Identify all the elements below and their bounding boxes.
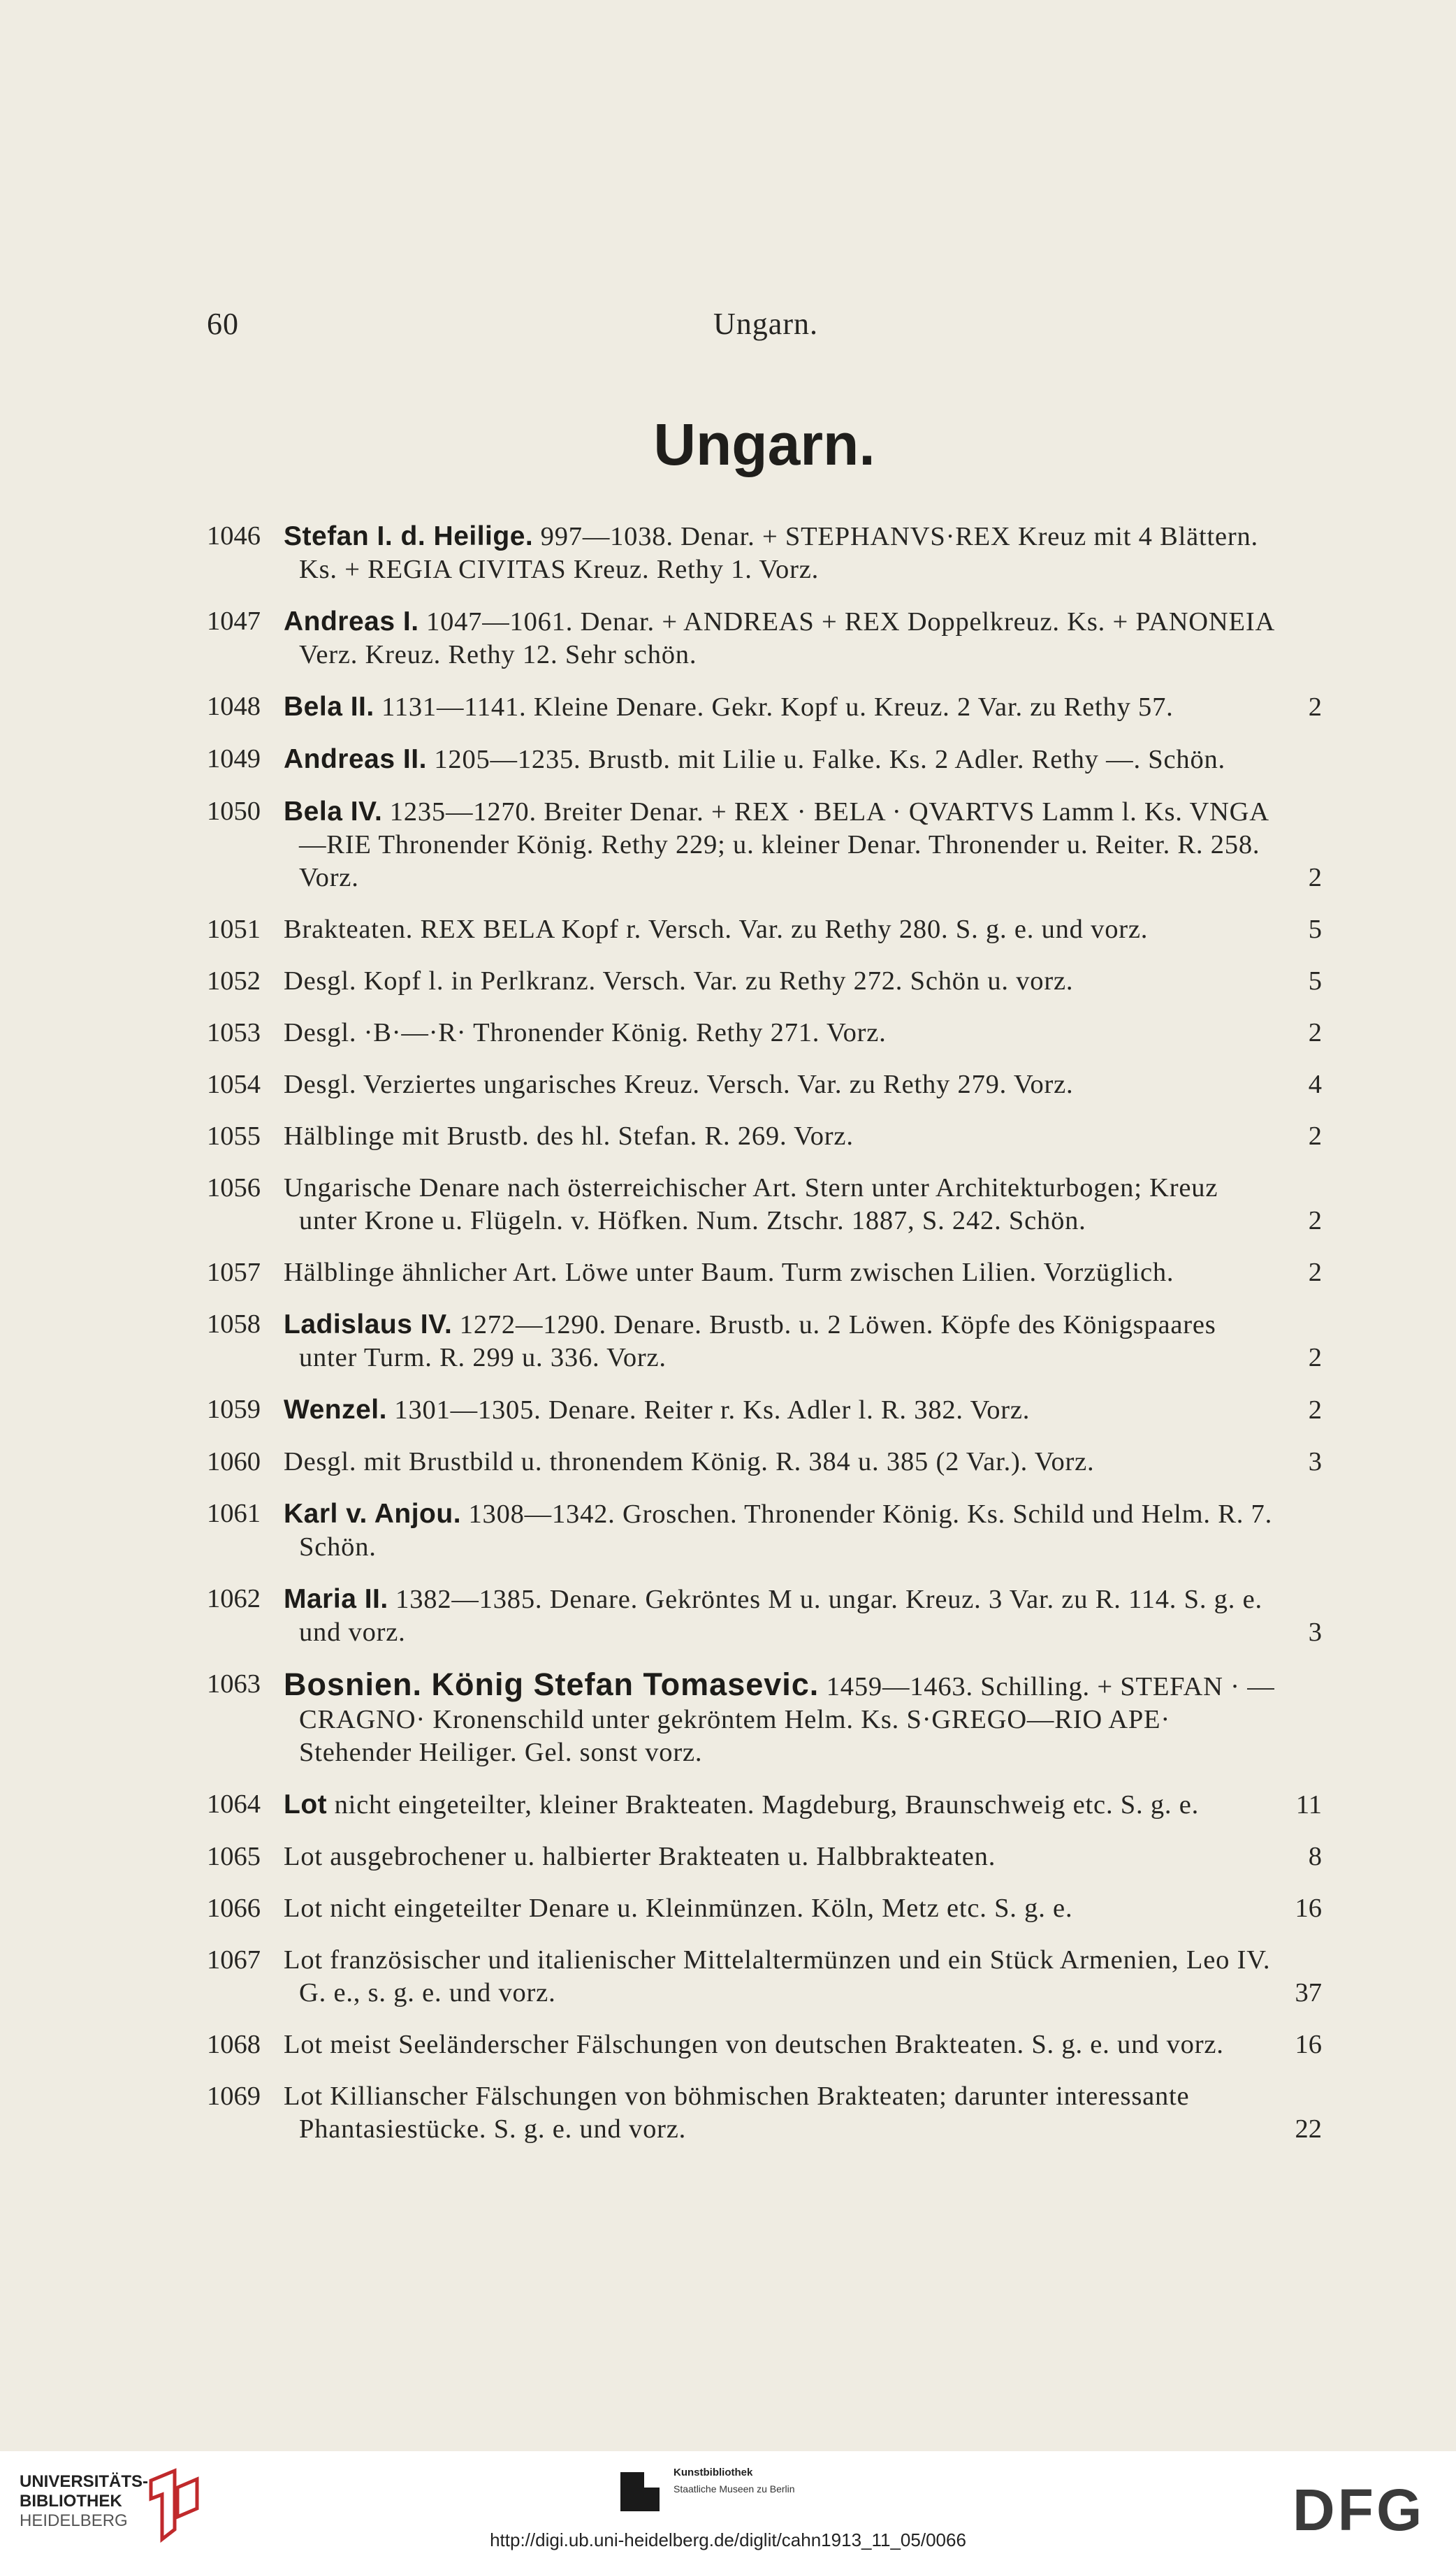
price: 2 (1308, 863, 1322, 892)
lot-number: 1065 (207, 1842, 261, 1871)
ruler-name: Bosnien. König Stefan Tomasevic. (284, 1667, 820, 1702)
entry (207, 913, 1322, 946)
lot-number: 1055 (207, 1121, 261, 1151)
ruler-name: Bela IV. (284, 797, 383, 827)
entry (207, 1944, 1322, 2010)
entry (207, 2080, 1322, 2146)
dfg-logo[interactable]: DFG (1293, 2477, 1425, 2543)
entry (207, 2028, 1322, 2061)
ruler-name: Lot (284, 1789, 328, 1820)
lot-number: 1058 (207, 1309, 261, 1339)
price: 2 (1308, 1018, 1322, 1047)
price: 2 (1308, 1395, 1322, 1425)
entry (207, 795, 1322, 894)
entry-text: 1301—1305. Denare. Reiter r. Ks. Adler l. R. 382. Vorz. (394, 1395, 1031, 1425)
university-library-logo[interactable] (20, 2472, 148, 2531)
entry (207, 1583, 1322, 1649)
entry-text: Lot nicht eingeteilter Denare u. Kleinmünzen. Köln, Metz etc. S. g. e. (284, 1894, 1073, 1923)
lot-number: 1046 (207, 521, 261, 551)
price: 3 (1308, 1618, 1322, 1647)
entry (207, 1668, 1322, 1769)
logo-line: UNIVERSITÄTS- (20, 2472, 149, 2491)
ruler-name: Wenzel. (284, 1395, 387, 1425)
entry-text: 1308—1342. Groschen. Thronender König. Ks. Schild und Helm. R. 7. Schön. (299, 1500, 1273, 1562)
price: 37 (1295, 1978, 1322, 2007)
entry (207, 965, 1322, 998)
entry-text: 1131—1141. Kleine Denare. Gekr. Kopf u. Kreuz. 2 Var. zu Rethy 57. (381, 692, 1174, 722)
entry-text: Lot Killianscher Fälschungen von böhmischen Brakteaten; darunter interessante Phantasiestücke. S. g. e. und vorz. (284, 2082, 1190, 2144)
entry-text: Lot französischer und italienischer Mittelaltermünzen und ein Stück Armenien, Leo IV. G. e., s. g. e. und vorz. (284, 1945, 1271, 2007)
price: 2 (1308, 1343, 1322, 1372)
entry (207, 520, 1322, 586)
entry (207, 1172, 1322, 1237)
ruler-name: Stefan I. d. Heilige. (284, 521, 534, 551)
price: 11 (1295, 1790, 1322, 1820)
lot-number: 1049 (207, 744, 261, 774)
ruler-name: Karl v. Anjou. (284, 1499, 462, 1529)
entry (207, 605, 1322, 671)
lot-number: 1053 (207, 1018, 261, 1047)
lot-number: 1056 (207, 1173, 261, 1203)
entry (207, 1017, 1322, 1050)
ruler-name: Ladislaus IV. (284, 1309, 453, 1339)
section-title: Ungarn. (653, 412, 875, 477)
entry-text: 1235—1270. Breiter Denar. + REX · BELA · QVARTVS Lamm l. Ks. VNGA—RIE Thronender König. Rethy 229; u. kleiner Denar. Thronender u. Reiter. R. 258. Vorz. (299, 797, 1269, 892)
price: 4 (1308, 1070, 1322, 1099)
entry-text: 1272—1290. Denare. Brustb. u. 2 Löwen. Köpfe des Königspaares unter Turm. R. 299 u. 336. Vorz. (299, 1310, 1216, 1372)
permalink-url[interactable]: http://digi.ub.uni-heidelberg.de/diglit/cahn1913_11_05/0066 (490, 2529, 966, 2550)
lot-number: 1048 (207, 692, 261, 721)
running-title: Ungarn. (713, 307, 818, 341)
entry-text: Hälblinge mit Brustb. des hl. Stefan. R. 269. Vorz. (284, 1121, 854, 1151)
kunstbibliothek-title: Kunstbibliothek (674, 2467, 753, 2478)
lot-number: 1061 (207, 1499, 261, 1528)
price: 2 (1308, 1121, 1322, 1151)
entry-text: 1459—1463. Schilling. + STEFAN · — CRAGNO· Kronenschild unter gekröntem Helm. Ks. S·GREGO—RIO APE· Stehender Heiliger. Gel. sonst vorz. (299, 1672, 1275, 1767)
entry (207, 1256, 1322, 1289)
entry-text: Desgl. ·B·—·R· Thronender König. Rethy 271. Vorz. (284, 1018, 887, 1047)
entry-text: Desgl. Kopf l. in Perlkranz. Versch. Var. zu Rethy 272. Schön u. vorz. (284, 966, 1074, 996)
entry-text: Hälblinge ähnlicher Art. Löwe unter Baum. Turm zwischen Lilien. Vorzüglich. (284, 1258, 1174, 1287)
price: 8 (1308, 1842, 1322, 1871)
entry-text: Brakteaten. REX BELA Kopf r. Versch. Var. zu Rethy 280. S. g. e. und vorz. (284, 915, 1149, 944)
price: 5 (1308, 915, 1322, 944)
lot-number: 1052 (207, 966, 261, 996)
price: 2 (1308, 1258, 1322, 1287)
logo-line: HEIDELBERG (20, 2511, 128, 2530)
entry-text: Desgl. mit Brustbild u. thronendem König. R. 384 u. 385 (2 Var.). Vorz. (284, 1447, 1095, 1476)
entry (207, 1120, 1322, 1153)
entry-text: Ungarische Denare nach österreichischer Art. Stern unter Architekturbogen; Kreuz unter Krone u. Flügeln. v. Höfken. Num. Ztschr. 1887, S. 242. Schön. (284, 1173, 1218, 1235)
entry-text: 997—1038. Denar. + STEPHANVS·REX Kreuz mit 4 Blättern. Ks. + REGIA CIVITAS Kreuz. Rethy 1. Vorz. (299, 522, 1258, 584)
entry (207, 1497, 1322, 1564)
ruler-name: Andreas II. (284, 744, 427, 774)
ruler-name: Andreas I. (284, 607, 419, 637)
lot-number: 1059 (207, 1395, 261, 1424)
entry-list (207, 520, 1322, 2165)
lot-number: 1067 (207, 1945, 261, 1975)
lot-number: 1068 (207, 2030, 261, 2059)
kunstbibliothek-mark-icon (620, 2472, 660, 2511)
entry (207, 743, 1322, 776)
price: 5 (1308, 966, 1322, 996)
lot-number: 1051 (207, 915, 261, 944)
lot-number: 1054 (207, 1070, 261, 1099)
entry-text: nicht eingeteilter, kleiner Brakteaten. Magdeburg, Braunschweig etc. S. g. e. (334, 1790, 1200, 1820)
entry (207, 1308, 1322, 1374)
lot-number: 1063 (207, 1669, 261, 1699)
entry (207, 1840, 1322, 1873)
price: 16 (1295, 2030, 1322, 2059)
logo-line: BIBLIOTHEK (20, 2492, 122, 2511)
price: 16 (1295, 1894, 1322, 1923)
entry-text: Lot meist Seeländerscher Fälschungen von deutschen Brakteaten. S. g. e. und vorz. (284, 2030, 1224, 2059)
kunstbibliothek-subtitle: Staatliche Museen zu Berlin (674, 2483, 795, 2495)
price: 2 (1308, 692, 1322, 722)
page-number: 60 (207, 307, 239, 341)
entry-text: 1047—1061. Denar. + ANDREAS + REX Doppelkreuz. Ks. + PANONEIA Verz. Kreuz. Rethy 12. Sehr schön. (299, 607, 1274, 669)
digitization-footer (0, 2451, 1456, 2556)
entry (207, 690, 1322, 724)
lot-number: 1060 (207, 1447, 261, 1476)
price: 22 (1295, 2114, 1322, 2144)
ruler-name: Bela II. (284, 692, 374, 722)
lot-number: 1066 (207, 1894, 261, 1923)
lot-number: 1062 (207, 1584, 261, 1613)
price: 2 (1308, 1206, 1322, 1235)
lot-number: 1050 (207, 797, 261, 826)
entry-text: 1205—1235. Brustb. mit Lilie u. Falke. Ks. 2 Adler. Rethy —. Schön. (434, 745, 1225, 774)
entry-text: Desgl. Verziertes ungarisches Kreuz. Versch. Var. zu Rethy 279. Vorz. (284, 1070, 1074, 1099)
entry (207, 1788, 1322, 1822)
entry-text: 1382—1385. Denare. Gekröntes M u. ungar. Kreuz. 3 Var. zu R. 114. S. g. e. und vorz. (299, 1585, 1262, 1647)
entry (207, 1446, 1322, 1479)
entry (207, 1068, 1322, 1101)
entry-text: Lot ausgebrochener u. halbierter Brakteaten u. Halbbrakteaten. (284, 1842, 996, 1871)
lot-number: 1047 (207, 607, 261, 636)
lot-number: 1057 (207, 1258, 261, 1287)
running-head (0, 306, 1456, 348)
entry (207, 1892, 1322, 1925)
lot-number: 1069 (207, 2082, 261, 2111)
lot-number: 1064 (207, 1789, 261, 1819)
ruler-name: Maria II. (284, 1584, 388, 1614)
price: 3 (1308, 1447, 1322, 1476)
entry (207, 1393, 1322, 1427)
